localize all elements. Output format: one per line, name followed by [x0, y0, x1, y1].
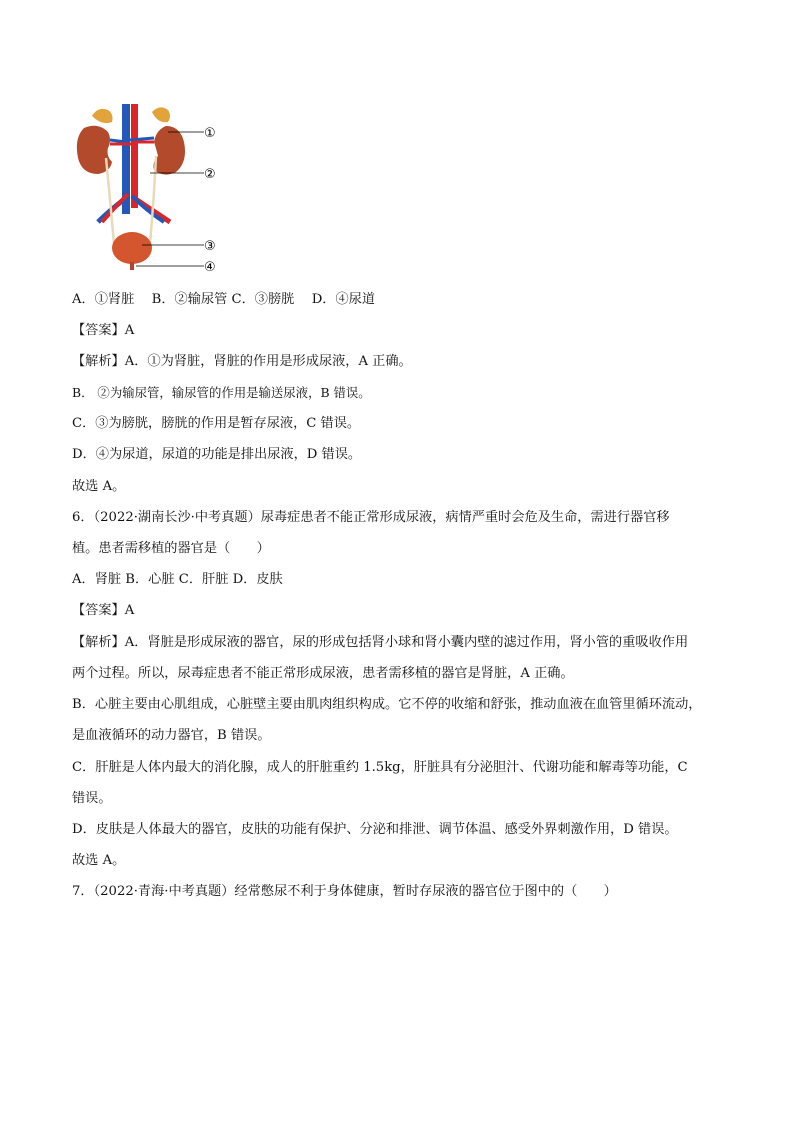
callout-3: ③: [204, 239, 216, 254]
left-ureter: [106, 158, 114, 244]
q6-analysis-line: 【解析】A．肾脏是形成尿液的器官，尿的形成包括肾小球和肾小囊内壁的滤过作用，肾小管的重吸收作用: [72, 635, 689, 650]
q6-options: A．肾脏 B．心脏 C．肝脏 D．皮肤: [72, 572, 283, 587]
q5-analysis-line: B． ②为输尿管，输尿管的作用是输送尿液，B 错误。: [72, 385, 371, 400]
bladder: [112, 232, 152, 264]
q7-stem: 7．（2022·青海·中考真题）经常憋尿不利于身体健康，暂时存尿液的器官位于图中的（ ）: [72, 884, 617, 899]
q6-analysis-line: B．心脏主要由心肌组成，心脏壁主要由肌肉组织构成。它不停的收缩和舒张，推动血液在血管里循环流动，: [72, 697, 702, 712]
right-adrenal-gland: [152, 107, 170, 122]
left-adrenal-gland: [92, 109, 113, 123]
q5-analysis-line: C．③为膀胱，膀胱的作用是暂存尿液，C 错误。: [72, 416, 361, 431]
q6-stem-line: 植。患者需移植的器官是（ ）: [72, 541, 270, 556]
callout-1: ①: [204, 126, 216, 141]
q6-answer: 【答案】A: [72, 603, 135, 618]
urethra: [130, 262, 134, 270]
q5-answer: 【答案】A: [72, 323, 135, 338]
callout-4: ④: [204, 260, 216, 274]
callout-2: ②: [204, 167, 216, 182]
urinary-system-figure: [70, 98, 230, 274]
q6-analysis-line: D．皮肤是人体最大的器官，皮肤的功能有保护、分泌和排泄、调节体温、感受外界刺激作用，D 错误。: [72, 822, 678, 837]
q5-conclusion: 故选 A。: [72, 479, 126, 494]
aorta: [131, 104, 138, 208]
q6-analysis-line: C．肝脏是人体内最大的消化腺，成人的肝脏重约 1.5kg，肝脏具有分泌胆汁、代谢功能和解毒等功能，C: [72, 760, 688, 775]
q6-analysis-line: 是血液循环的动力器官，B 错误。: [72, 728, 271, 743]
q5-analysis-line: 【解析】A．①为肾脏，肾脏的作用是形成尿液，A 正确。: [72, 354, 412, 369]
q5-analysis-line: D．④为尿道，尿道的功能是排出尿液，D 错误。: [72, 447, 362, 462]
right-kidney: [154, 126, 186, 175]
right-ureter: [150, 156, 156, 244]
q6-stem-line: 6．（2022·湖南长沙·中考真题）尿毒症患者不能正常形成尿液，病情严重时会危及生命，需进行器官移: [72, 510, 670, 525]
q6-conclusion: 故选 A。: [72, 853, 126, 868]
q5-options: A．①肾脏 B．②输尿管 C．③膀胱 D．④尿道: [72, 292, 376, 307]
q6-analysis-line: 两个过程。所以，尿毒症患者不能正常形成尿液，患者需移植的器官是肾脏，A 正确。: [72, 666, 574, 681]
q6-analysis-line: 错误。: [72, 791, 112, 806]
